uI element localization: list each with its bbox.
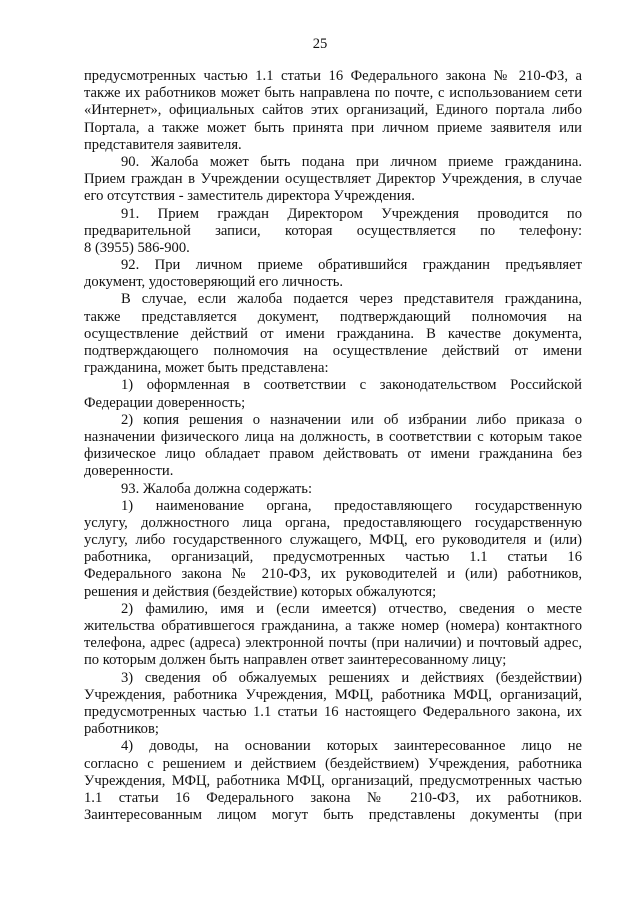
- text-line: 2) копия решения о назначении или об избрании либо приказа о: [121, 411, 582, 428]
- text-line: 1) оформленная в соответствии с законодательством Российской: [121, 377, 582, 394]
- text-line: Федерации доверенность;: [84, 394, 246, 411]
- text-line: Заинтересованным лицом могут быть представлены документы (при: [84, 807, 582, 824]
- text-line: 92. При личном приеме обратившийся гражданин предъявляет: [121, 257, 582, 274]
- text-line: физическое лицо обладает правом действовать от имени гражданина без: [84, 446, 582, 463]
- text-line: доверенности.: [84, 463, 174, 480]
- text-line: 91. Прием граждан Директором Учреждения проводится по: [121, 205, 582, 222]
- text-line: Учреждения, МФЦ, работника МФЦ, организаций, предусмотренных частью: [84, 772, 582, 789]
- text-line: его отсутствия - заместитель директора Учреждения.: [84, 188, 415, 205]
- text-line: документ, удостоверяющий его личность.: [84, 274, 344, 291]
- text-line: Учреждения, работника Учреждения, МФЦ, работника МФЦ, организаций,: [84, 686, 582, 703]
- text-line: по которым должен быть направлен ответ заинтересованному лицу;: [84, 652, 507, 669]
- text-line: подтверждающего полномочия на осуществление действий от имени: [84, 343, 582, 359]
- text-line: 4) доводы, на основании которых заинтересованное лицо не: [121, 738, 582, 755]
- text-line: жительства обратившегося гражданина, а также номер (номера) контактного: [84, 618, 582, 634]
- text-line: 2) фамилию, имя и (если имеется) отчество, сведения о месте: [121, 600, 582, 617]
- text-line: Прием граждан в Учреждении осуществляет Директор Учреждения, в случае: [84, 171, 582, 188]
- text-line: 8 (3955) 586-900.: [84, 239, 190, 256]
- text-line: также представляется документ, подтверждающий полномочия на: [84, 308, 582, 325]
- text-line: 90. Жалоба может быть подана при личном приеме гражданина.: [121, 153, 582, 170]
- text-line: 3) сведения об обжалуемых решениях и действиях (бездействии): [121, 669, 582, 686]
- text-line: Федерального закона № 210-ФЗ, их руководителей и (или) работников,: [84, 566, 582, 583]
- text-line: В случае, если жалоба подается через представителя гражданина,: [121, 291, 582, 308]
- text-line: 1.1 статьи 16 Федерального закона № 210-ФЗ, их работников.: [84, 789, 582, 806]
- text-line: Портала, а также может быть принята при личном приеме заявителя или: [84, 119, 582, 136]
- text-line: предусмотренных частью 1.1 статьи 16 настоящего Федерального закона, их: [84, 703, 582, 720]
- text-line: гражданина, может быть представлена:: [84, 360, 329, 377]
- text-line: назначении физического лица на должность, в соответствии с которым такое: [84, 428, 582, 445]
- text-line: предусмотренных частью 1.1 статьи 16 Федерального закона № 210-ФЗ, а: [84, 68, 582, 84]
- text-line: услугу, должностного лица органа, предоставляющего государственную: [84, 514, 582, 531]
- text-line: также их работников может быть направлена по почте, с использованием сети: [84, 85, 582, 102]
- text-line: работников;: [84, 721, 159, 738]
- text-line: «Интернет», официальных сайтов этих организаций, Единого портала либо: [84, 102, 582, 119]
- text-line: осуществление действий от имени гражданина. В качестве документа,: [84, 325, 582, 342]
- text-line: телефона, адрес (адреса) электронной почты (при наличии) и почтовый адрес,: [84, 635, 582, 652]
- text-line: решения и действия (бездействие) которых обжалуются;: [84, 583, 437, 600]
- text-line: 1) наименование органа, предоставляющего государственную: [121, 497, 582, 514]
- document-body: [84, 68, 582, 824]
- page-number: 25: [312, 36, 328, 52]
- text-line: предварительной записи, которая осуществляется по телефону:: [84, 222, 582, 239]
- text-line: согласно с решением и действием (бездействием) Учреждения, работника: [84, 755, 582, 772]
- text-line: работника, организаций, предусмотренных частью 1.1 статьи 16: [84, 549, 582, 566]
- text-line: представителя заявителя.: [84, 136, 242, 153]
- text-line: 93. Жалоба должна содержать:: [121, 480, 312, 497]
- text-line: услугу, либо государственного служащего, МФЦ, его руководителя и (или): [84, 532, 582, 549]
